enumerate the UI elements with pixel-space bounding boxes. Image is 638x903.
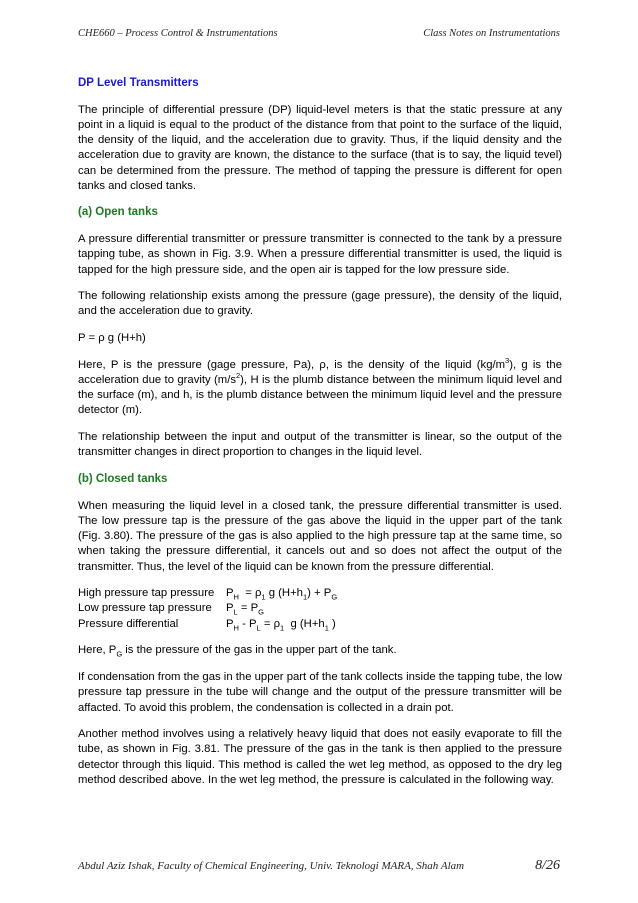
open-tanks-paragraph-1: A pressure differential transmitter or pressure transmitter is connected to the tank by a pressure tapping tube, as shown in Fig. 3.9. When a pressure differential transmitter is used, the liquid is tapped for the high pressure side, and the open air is tapped for the low pressure side. (78, 233, 562, 276)
p3-text-b: ), g is the acceleration due to gravity (m/s (78, 358, 562, 387)
equation-label: Low pressure tap pressure (78, 602, 212, 615)
equation-row (78, 601, 337, 616)
page-footer (78, 860, 560, 874)
open-tanks-paragraph-3 (78, 358, 562, 419)
p3-text-a: Here, P is the pressure (gage pressure, Pa), ρ, is the density of the liquid (kg/m (78, 358, 506, 371)
page-number: 8/26 (535, 858, 560, 873)
open-tanks-paragraph-4: The relationship between the input and output of the transmitter is linear, so the output of the transmitter changes in direct proportion to changes in the liquid level. (78, 431, 562, 459)
closed-tanks-paragraph-2 (78, 643, 562, 658)
closed-tanks-paragraph-1: When measuring the liquid level in a closed tank, the pressure differential transmitter is used. The low pressure tap is the pressure of the gas above the liquid in the upper part of the tank (Fig. 3.80). The pressure of the gas is also applied to the high pressure tap at the same time, so when taking the pressure differential, it cancels out and so does not affect the output of the transmitter. Thus, the level of the liquid can be known from the pressure differential. (78, 499, 562, 573)
section-heading: DP Level Transmitters (78, 77, 199, 89)
p3-sup-1: 3 (505, 356, 510, 366)
header-course: CHE660 – Process Control & Instrumentations (78, 28, 278, 39)
equation-table (78, 586, 337, 632)
intro-paragraph: The principle of differential pressure (DP) liquid-level meters is that the static pressure at any point in a liquid is equal to the product of the distance from that point to the surface of the liquid, the density of the liquid, and the acceleration due to gravity. Thus, if the liquid density and the acceleration due to gravity are known, the distance to the surface (that is to say, the liquid tevel) can be determined from the pressure. The method of tapping the pressure is different for open tanks and closed tanks. (78, 103, 562, 192)
p3-sup-2: 2 (236, 371, 241, 381)
p2-sub-g: G (116, 649, 123, 659)
p2-text-a: Here, P (78, 644, 117, 657)
equation-expression: $P_H = \rho_1$ g $(H+h_1) + P_G$ (226, 587, 338, 602)
closed-tanks-heading: (b) Closed tanks (78, 473, 168, 486)
closed-tanks-paragraph-3: If condensation from the gas in the upper part of the tank collects inside the tapping tube, the low pressure tap pressure in the tube will change and the output of the pressure transmitter will be affacted. To avoid this problem, the condensation is collected in a drain pot. (78, 671, 562, 714)
pressure-formula: P = ρ g (H+h) (78, 332, 146, 345)
open-tanks-heading: (a) Open tanks (78, 206, 158, 219)
footer-author: Abdul Aziz Ishak, Faculty of Chemical Engineering, Univ. Teknologi MARA, Shah Alam (78, 860, 465, 872)
equation-row (78, 617, 337, 632)
equation-expression: $P_H - P_L = \rho_1$ g ($H+h_1$ ) (226, 617, 336, 632)
p3-text-c: ), H is the plumb distance between the minimum liquid level and the surface (m), and h, is the plumb distance between the minimum liquid level and the pressure detector (m). (78, 374, 562, 417)
equation-expression: $P_L = P_G$ (226, 602, 264, 617)
p2-text-b: is the pressure of the gas in the upper part of the tank. (122, 644, 397, 657)
equation-label: High pressure tap pressure (78, 587, 215, 600)
page-content (78, 76, 562, 800)
open-tanks-paragraph-2: The following relationship exists among the pressure (gage pressure), the density of the liquid, and the acceleration due to gravity. (78, 290, 562, 318)
closed-tanks-paragraph-4: Another method involves using a relatively heavy liquid that does not easily evaporate to fill the tube, as shown in Fig. 3.81. The pressure of the gas in the tank is then applied to the pressure detector through this liquid. This method is called the wet leg method, as opposed to the dry leg method described above. In the wet leg method, the pressure is calculated in the following way. (78, 728, 562, 786)
equation-label: Pressure differential (78, 617, 179, 630)
page-header (78, 28, 560, 39)
header-title: Class Notes on Instrumentations (423, 28, 560, 39)
equation-row (78, 586, 337, 601)
